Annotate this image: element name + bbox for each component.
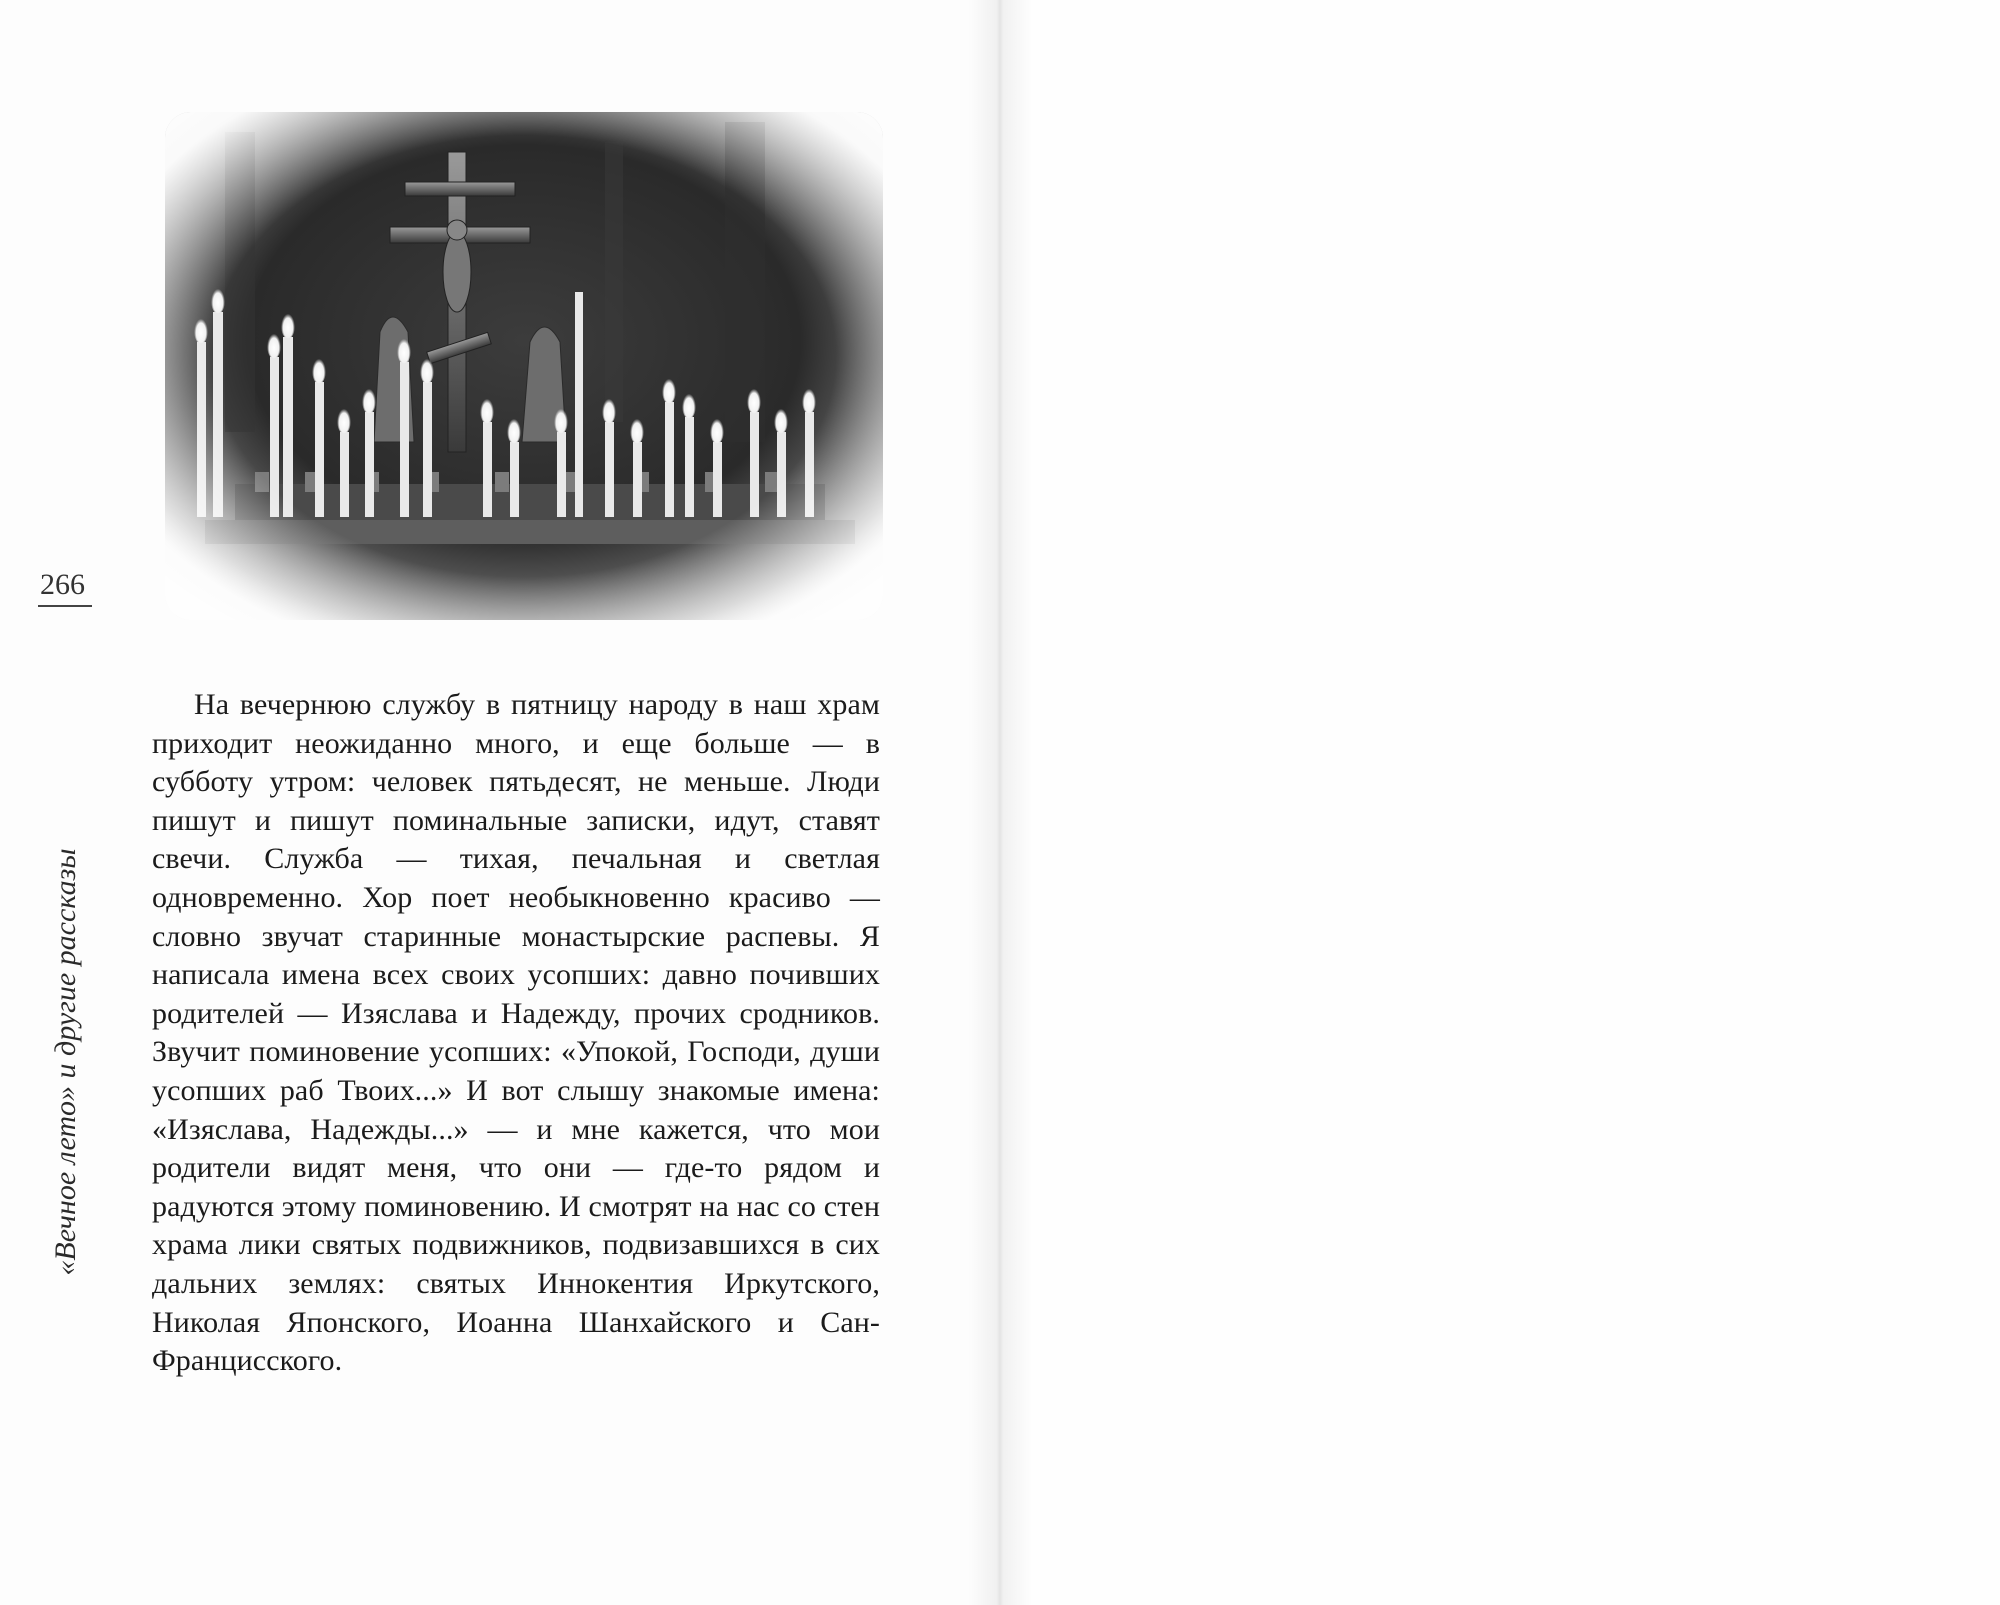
paragraph: На вечернюю службу в пятницу народу в наш храм приходит неожиданно много, и еще больше — в субботу утром: человек пятьдесят, не меньше. Люди пишут и пишут поминальные записки, идут, ставят свечи. Служба — тихая, печальная и светлая одновременно. Хор поет необыкновенно красиво — словно звучат старинные монастырские распевы. Я написала имена всех своих усопших: давно почивших родителей — Изяслава и Надежду, прочих сродников. Звучит поминовение усопших: «Упокой, Господи, души усопших раб Твоих...» И вот слышу знакомые имена: «Изяслава, Надежды...» — и мне кажется, что мои родители видят меня, что они — где-то рядом и радуются этому поминовению. И смотрят на нас со стен храма лики святых подвижников, подвизавшихся в сих дальних землях: святых Иннокентия Иркутского, Николая Японского, Иоанна Шанхайского и Сан-Францисского. (152, 688, 880, 1378)
book-spine-shadow (968, 0, 1032, 1605)
page-number-rule-left (38, 605, 92, 607)
left-body-text (152, 686, 880, 1381)
running-head-left: «Вечное лето» и другие рассказы (49, 848, 82, 1276)
page-number-left: 266 (40, 568, 85, 601)
candles-and-crucifix-photo (165, 112, 883, 620)
right-page (1000, 0, 2000, 1605)
